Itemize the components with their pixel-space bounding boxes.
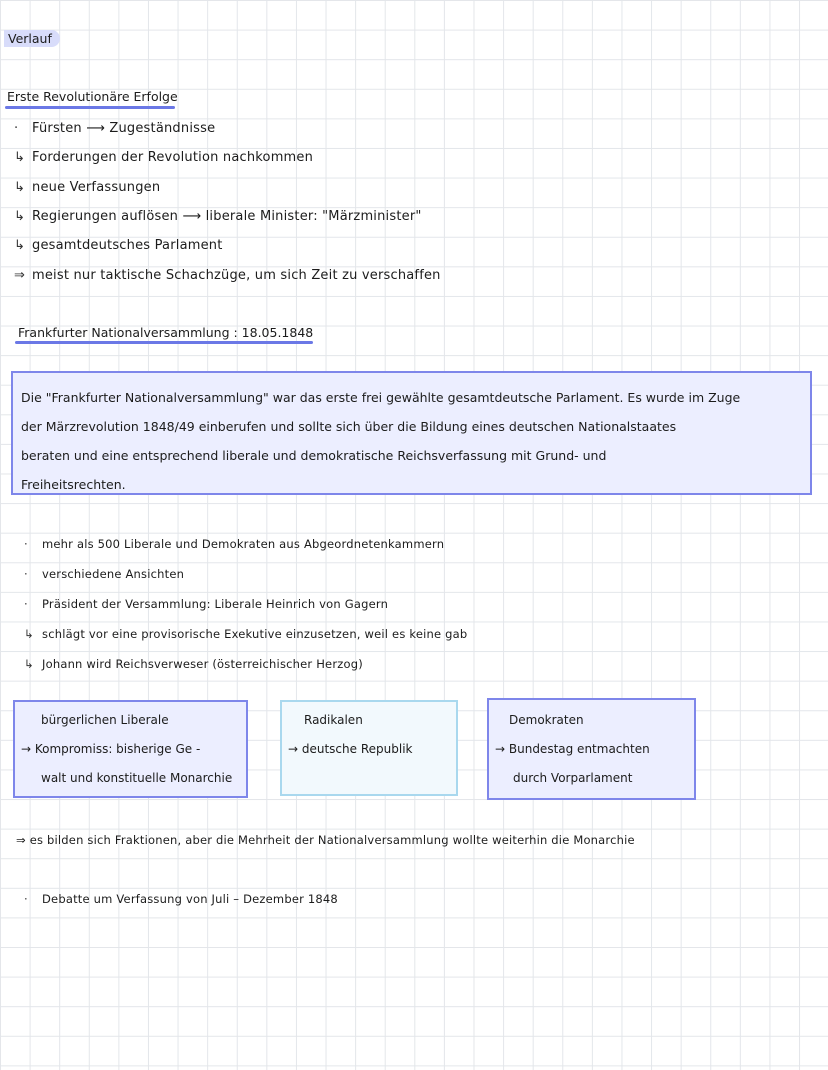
faction-title: Radikalen bbox=[304, 713, 363, 727]
page-title: Verlauf bbox=[4, 30, 60, 47]
definition-box bbox=[11, 371, 812, 495]
list-item: ↳ gesamtdeutsches Parlament bbox=[14, 238, 223, 253]
faction-box-liberale bbox=[13, 700, 248, 798]
list-item: · verschiedene Ansichten bbox=[24, 567, 185, 581]
list-item: ↳ Johann wird Reichsverweser (österreichischer Herzog) bbox=[24, 657, 363, 671]
conclusion-text: ⇒ es bilden sich Fraktionen, aber die Mehrheit der Nationalversammlung wollte weiterhin die Monarchie bbox=[16, 833, 635, 847]
faction-line: → Kompromiss: bisherige Ge - bbox=[21, 742, 201, 756]
faction-line: durch Vorparlament bbox=[513, 771, 633, 785]
conclusion-item: ⇒ meist nur taktische Schachzüge, um sich Zeit zu verschaffen bbox=[14, 268, 441, 283]
list-item: ↳ Forderungen der Revolution nachkommen bbox=[14, 150, 314, 165]
definition-line: Die "Frankfurter Nationalversammlung" war das erste frei gewählte gesamtdeutsche Parlament. Es wurde im Zuge bbox=[21, 390, 741, 405]
list-item: ↳ schlägt vor eine provisorische Exekutive einzusetzen, weil es keine gab bbox=[24, 627, 468, 641]
list-item: · mehr als 500 Liberale und Demokraten aus Abgeordnetenkammern bbox=[24, 537, 445, 551]
list-item: · Präsident der Versammlung: Liberale Heinrich von Gagern bbox=[24, 597, 389, 611]
faction-box-radikalen bbox=[280, 700, 458, 796]
faction-line: → Bundestag entmachten bbox=[495, 742, 650, 756]
faction-line: walt und konstituelle Monarchie bbox=[41, 771, 233, 785]
list-item: · Debatte um Verfassung von Juli – Dezember 1848 bbox=[24, 892, 338, 906]
definition-line: Freiheitsrechten. bbox=[21, 477, 126, 492]
list-item: ↳ Regierungen auflösen ⟶ liberale Minister: "Märzminister" bbox=[14, 209, 422, 224]
heading-underline bbox=[15, 341, 313, 344]
definition-line: beraten und eine entsprechend liberale und demokratische Reichsverfassung mit Grund- und bbox=[21, 448, 607, 463]
list-item: · Fürsten ⟶ Zugeständnisse bbox=[14, 121, 216, 136]
section-heading-erste-erfolge: Erste Revolutionäre Erfolge bbox=[7, 89, 178, 104]
section-heading-nationalversammlung: Frankfurter Nationalversammlung : 18.05.1848 bbox=[18, 325, 314, 340]
faction-title: Demokraten bbox=[509, 713, 584, 727]
faction-line: → deutsche Republik bbox=[288, 742, 413, 756]
definition-line: der Märzrevolution 1848/49 einberufen und sollte sich über die Bildung eines deutschen Nationalstaates bbox=[21, 419, 677, 434]
list-item: ↳ neue Verfassungen bbox=[14, 180, 161, 195]
faction-box-demokraten bbox=[487, 698, 696, 800]
faction-title: bürgerlichen Liberale bbox=[41, 713, 169, 727]
heading-underline bbox=[5, 106, 175, 109]
